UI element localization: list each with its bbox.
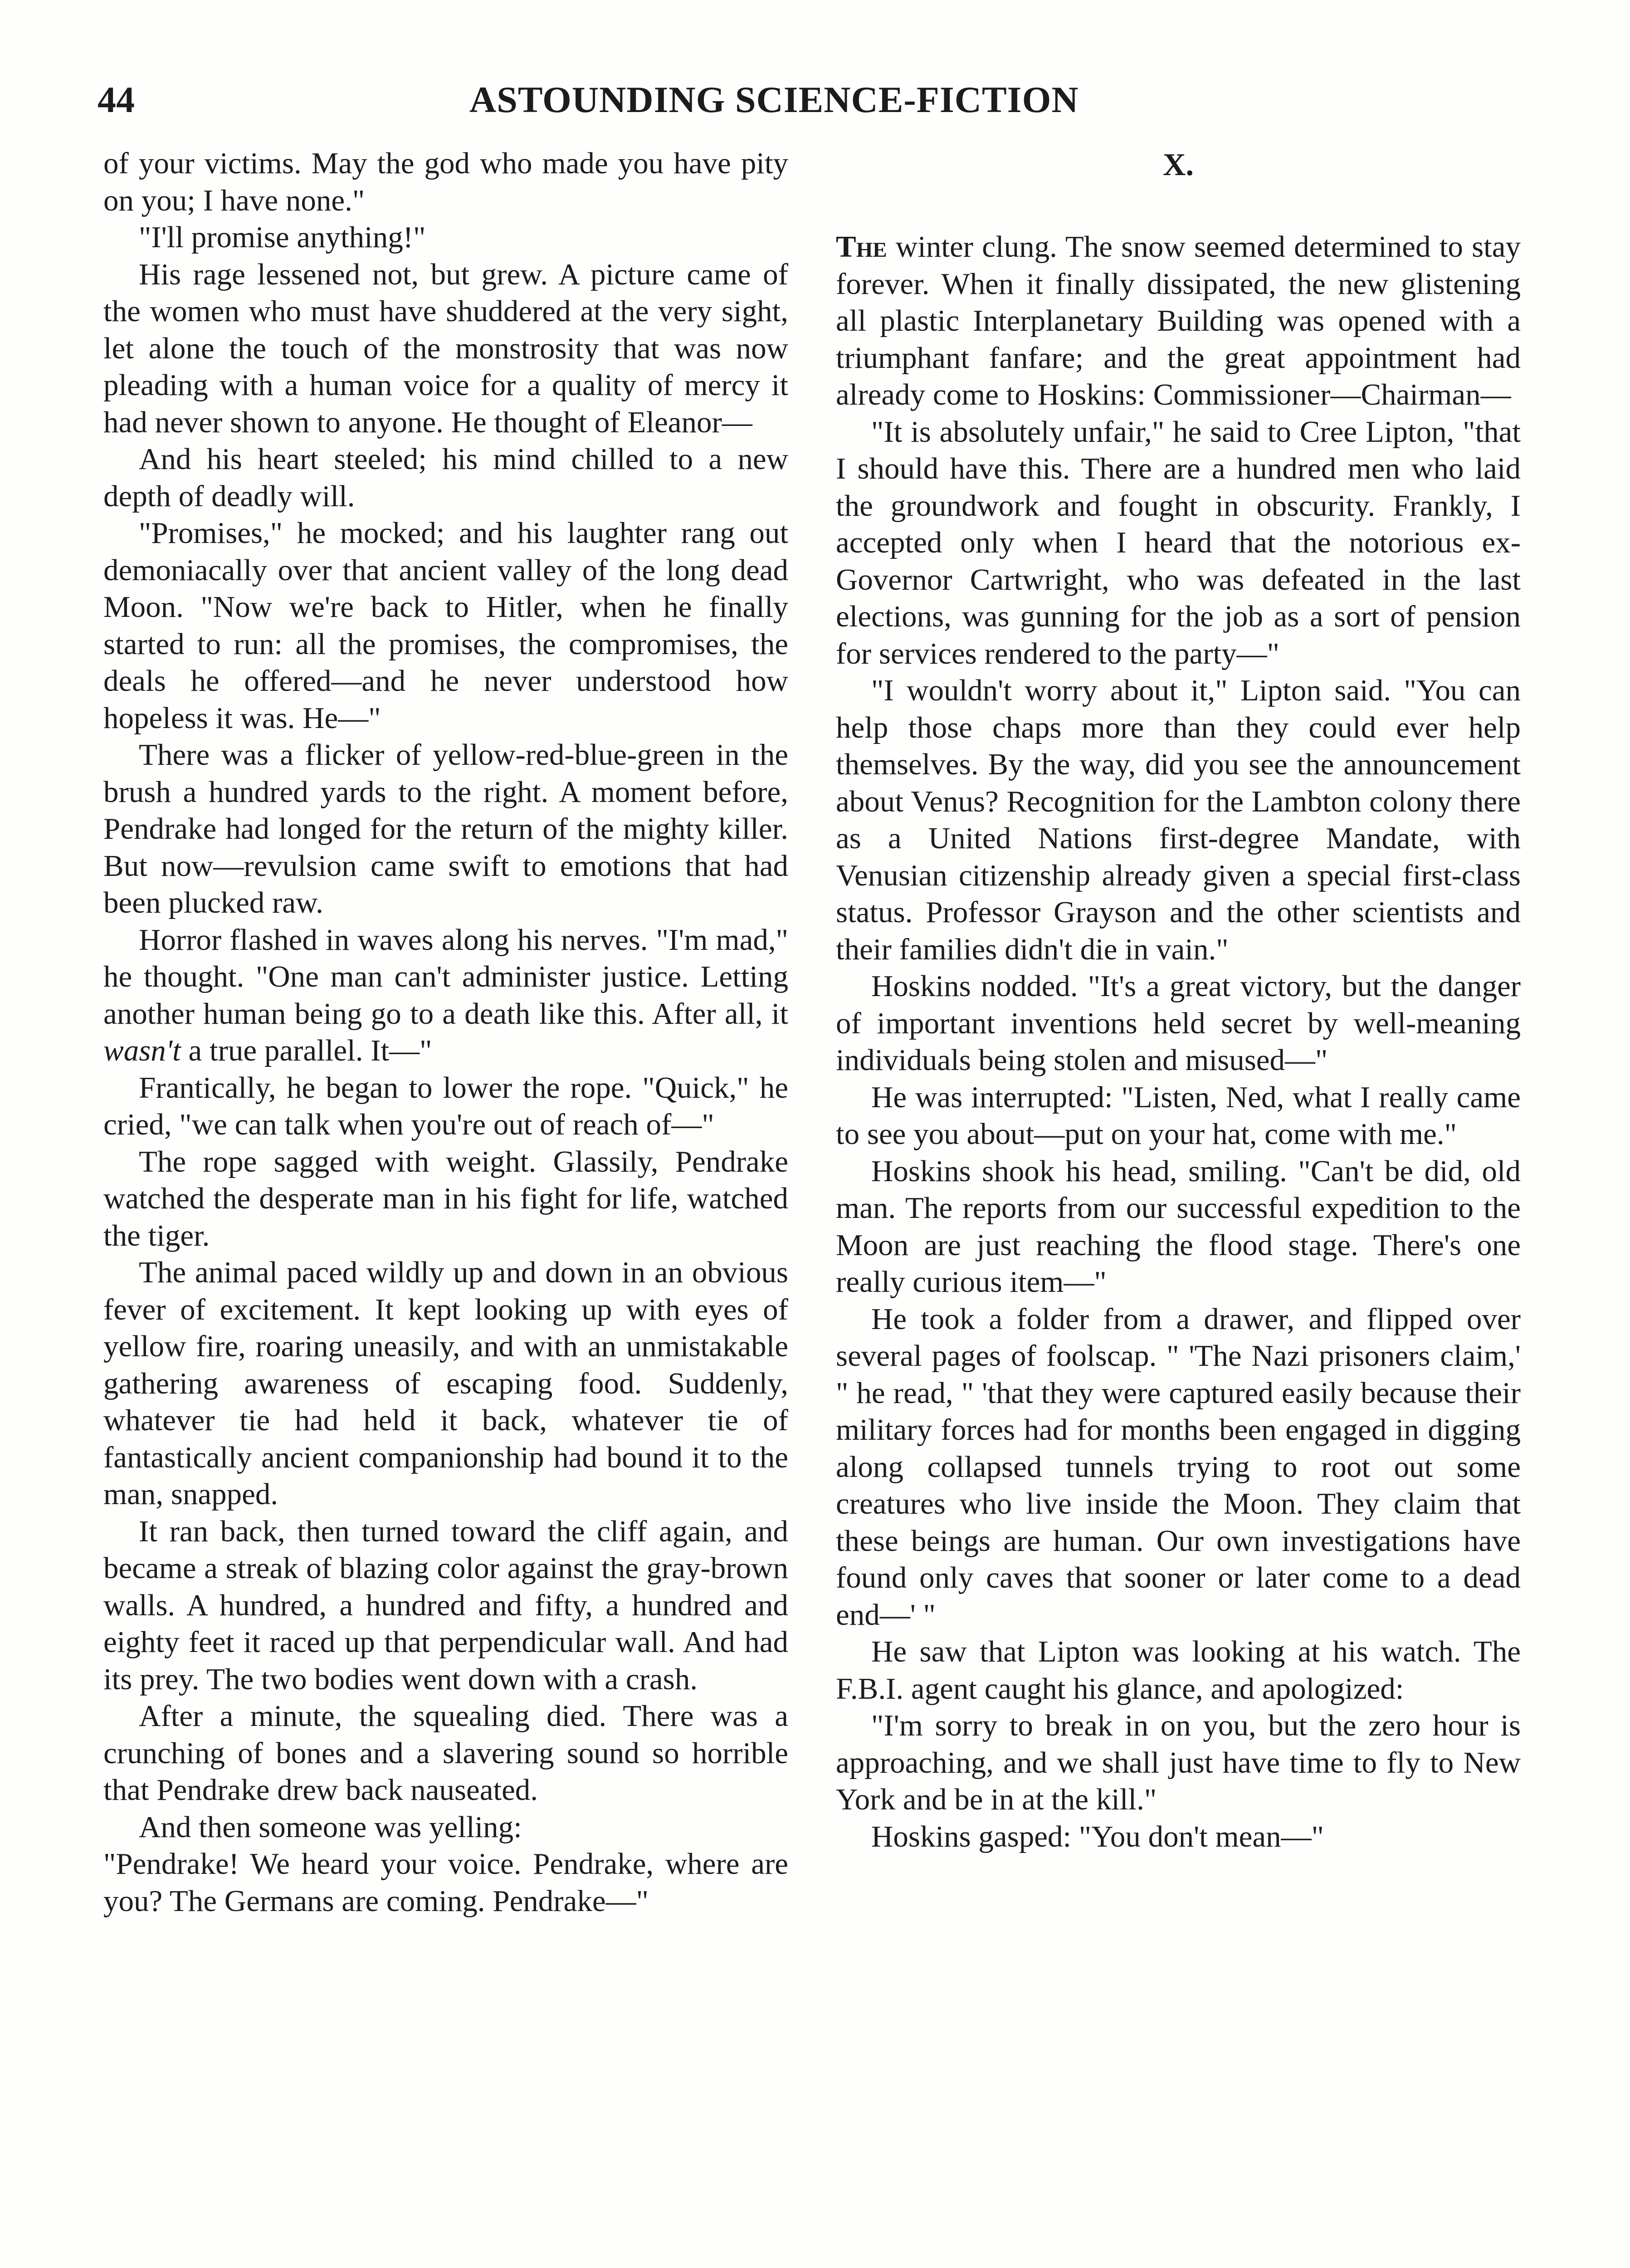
paragraph: His rage lessened not, but grew. A picture came of the women who must have shuddered at the very sight, let alone the touch of the monstrosity that was now pleading with a human voice for a quality of mercy it had never shown to anyone. He thought of Eleanor—	[103, 257, 788, 439]
paragraph-text: Horror flashed in waves along his nerves. "I'm mad," he thought. "One man can't administer justice. Letting another human being go to a death like this. After all, it	[103, 923, 788, 1031]
paragraph: He was interrupted: "Listen, Ned, what I really came to see you about—put on your hat, come with me."	[836, 1080, 1521, 1151]
paragraph: And his heart steeled; his mind chilled to a new depth of deadly will.	[103, 442, 788, 513]
paragraph: And then someone was yelling:	[139, 1810, 522, 1844]
page-number: 44	[98, 79, 135, 120]
paragraph: Hoskins gasped: "You don't mean—"	[871, 1819, 1324, 1853]
paragraph: "I'll promise anything!"	[139, 220, 426, 254]
paragraph: Hoskins nodded. "It's a great victory, but the danger of important inventions held secret by well-meaning individuals being stolen and misused—"	[836, 969, 1521, 1077]
paragraph: The animal paced wildly up and down in an obvious fever of excitement. It kept looking up with eyes of yellow fire, roaring uneasily, and with an unmistakable gathering awareness of escaping food. Suddenly, whatever tie had held it back, whatever tie of fantastically ancient companionship had bound it to the man, snapped.	[103, 1256, 788, 1511]
paragraph: "It is absolutely unfair," he said to Cree Lipton, "that I should have this. There are a hundred men who laid the groundwork and fought in obscurity. Frankly, I accepted only when I heard that the notorious ex-Governor Cartwright, who was defeated in the last elections, was gunning for the job as a sort of pension for services rendered to the party—"	[836, 415, 1521, 670]
paragraph: It ran back, then turned toward the cliff again, and became a streak of blazing color against the gray-brown walls. A hundred, a hundred and fifty, a hundred and eighty feet it raced up that perpendicular wall. And had its prey. The two bodies went down with a crash.	[103, 1514, 788, 1696]
paragraph: "I'm sorry to break in on you, but the zero hour is approaching, and we shall just have time to fly to New York and be in at the kill."	[836, 1709, 1521, 1816]
italic-word: wasn't	[103, 1034, 181, 1067]
paragraph: The rope sagged with weight. Glassily, Pendrake watched the desperate man in his fight for life, watched the tiger.	[103, 1144, 788, 1252]
opening-word: The	[836, 230, 887, 264]
paragraph: "Promises," he mocked; and his laughter rang out demoniacally over that ancient valley of the long dead Moon. "Now we're back to Hitler, when he finally started to run: all the promises, the compromises, the deals he offered—and he never understood how hopeless it was. He—"	[103, 516, 788, 735]
paragraph: "Pendrake! We heard your voice. Pendrake, where are you? The Germans are coming. Pendrake—"	[103, 1847, 788, 1918]
paragraph-text-continued: a true parallel. It—"	[181, 1034, 432, 1067]
paragraph: of your victims. May the god who made you have pity on you; I have none."	[103, 147, 788, 217]
right-column	[836, 145, 1521, 1855]
opening-paragraph	[836, 229, 1521, 414]
paragraph: He took a folder from a drawer, and flipped over several pages of foolscap. " 'The Nazi prisoners claim,' " he read, " 'that they were captured easily because their military forces had for months been engaged in digging along collapsed tunnels trying to root out some creatures who live inside the Moon. They claim that these beings are human. Our own investigations have found only caves that sooner or later come to a dead end—' "	[836, 1302, 1521, 1632]
paragraph: Frantically, he began to lower the rope. "Quick," he cried, "we can talk when you're out of reach of—"	[103, 1070, 788, 1141]
paragraph-with-italic	[103, 922, 788, 1070]
paragraph: Hoskins shook his head, smiling. "Can't be did, old man. The reports from our successful expedition to the Moon are just reaching the flood stage. There's one really curious item—"	[836, 1154, 1521, 1299]
paragraph: He saw that Lipton was looking at his watch. The F.B.I. agent caught his glance, and apologized:	[836, 1635, 1521, 1706]
section-heading: X.	[1162, 147, 1194, 182]
paragraph: There was a flicker of yellow-red-blue-green in the brush a hundred yards to the right. A moment before, Pendrake had longed for the return of the mighty killer. But now—revulsion came swift to emotions that had been plucked raw.	[103, 738, 788, 919]
page-header	[98, 77, 1535, 141]
paragraph: "I wouldn't worry about it," Lipton said. "You can help those chaps more than they could ever help themselves. By the way, did you see the announcement about Venus? Recognition for the Lambton colony there as a United Nations first-degree Mandate, with Venusian citizenship already given a special first-class status. Professor Grayson and the other scientists and their families didn't die in vain."	[836, 674, 1521, 966]
opening-text: winter clung. The snow seemed determined to stay forever. When it finally dissipated, the new glistening all plastic Interplanetary Building was opened with a triumphant fanfare; and the great appointment had already come to Hoskins: Commissioner—Chairman—	[836, 230, 1521, 411]
left-column	[103, 145, 788, 1920]
running-title: ASTOUNDING SCIENCE-FICTION	[469, 79, 1079, 120]
paragraph: After a minute, the squealing died. There was a crunching of bones and a slavering sound so horrible that Pendrake drew back nauseated.	[103, 1699, 788, 1807]
